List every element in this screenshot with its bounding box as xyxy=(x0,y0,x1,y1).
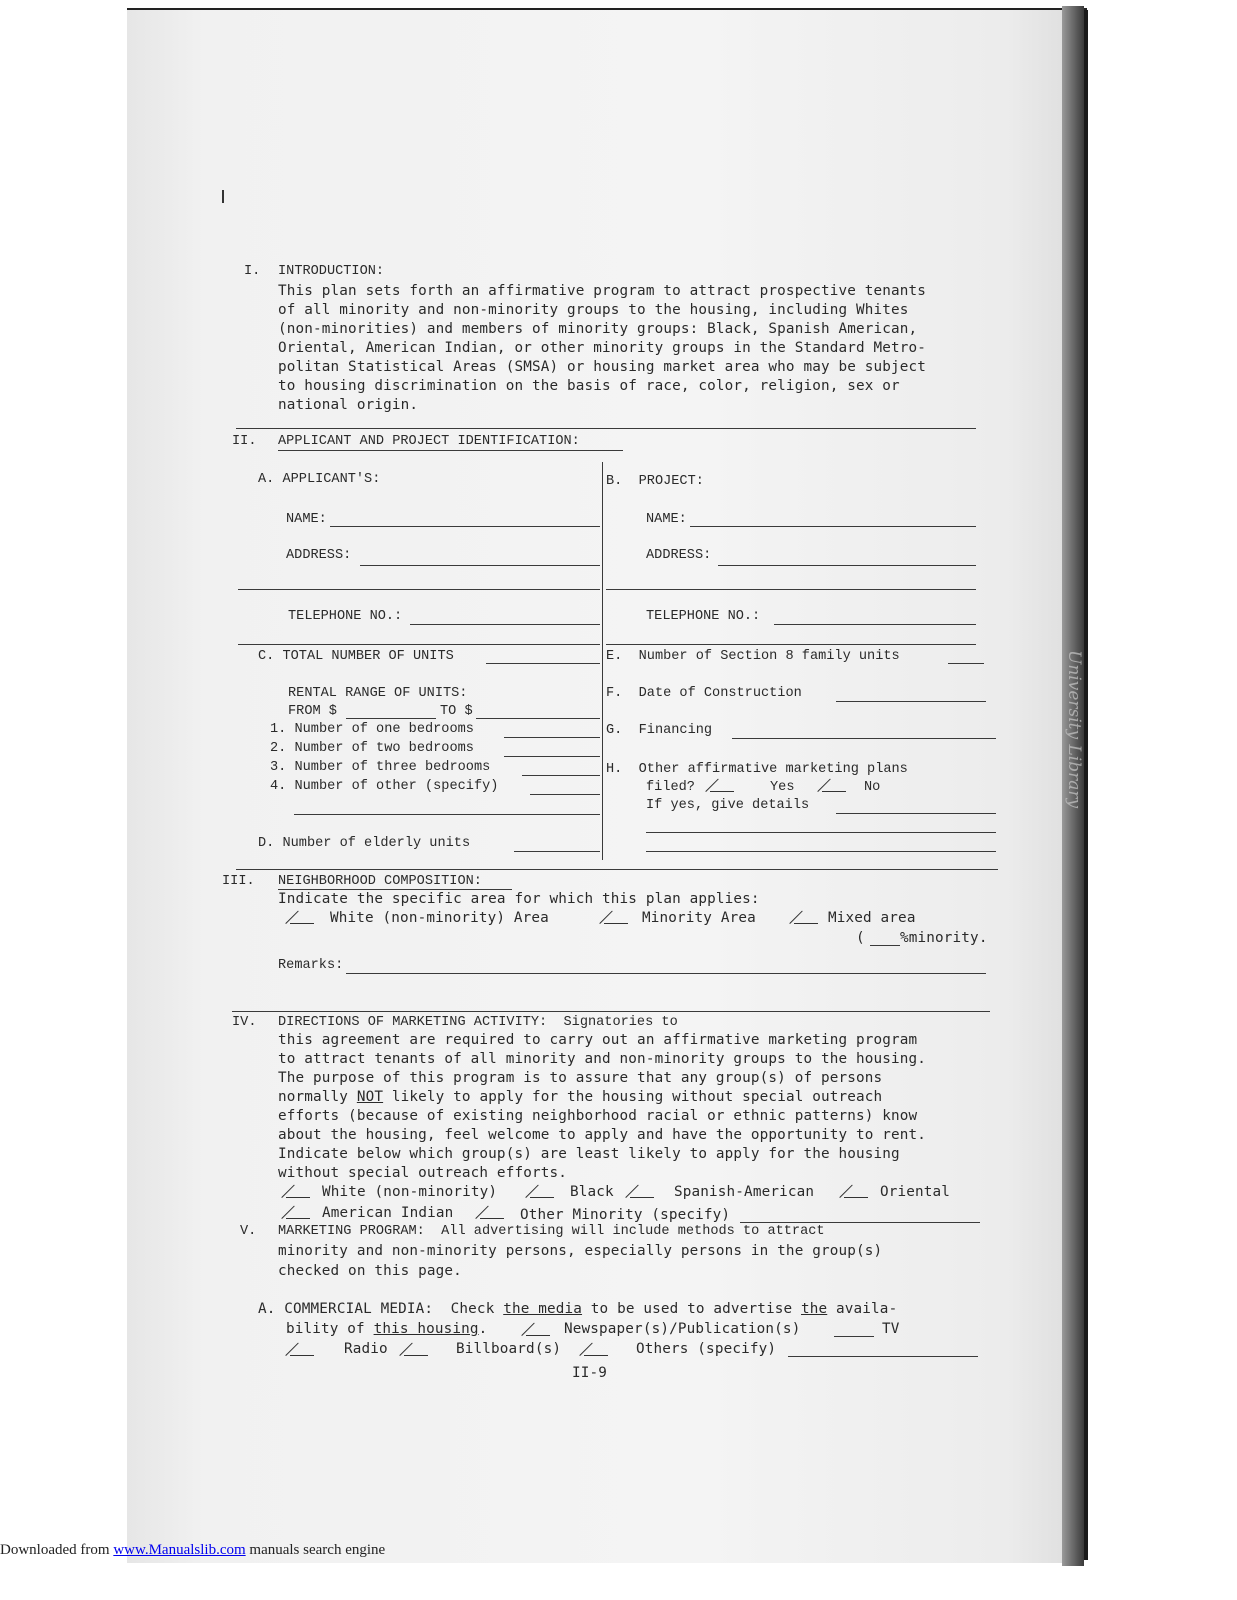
applicant-label: A. APPLICANT'S: xyxy=(258,472,381,487)
directions-text: normally xyxy=(278,1089,357,1105)
remarks-label: Remarks: xyxy=(278,958,344,973)
radio-label: Radio xyxy=(344,1341,388,1357)
group-american-indian-checkbox[interactable] xyxy=(282,1205,310,1219)
percent-minority-label: %minority. xyxy=(900,930,988,946)
group-black-label: Black xyxy=(570,1184,614,1200)
group-black-checkbox[interactable] xyxy=(526,1184,554,1198)
percent-paren: ( xyxy=(856,930,865,946)
media-text: to be used to advertise xyxy=(582,1301,801,1317)
section-5-numeral: V. xyxy=(240,1224,257,1239)
divider xyxy=(232,1011,990,1012)
percent-minority-field[interactable] xyxy=(870,945,900,946)
section-2-heading: APPLICANT AND PROJECT IDENTIFICATION: xyxy=(278,434,580,449)
billboard-checkbox[interactable] xyxy=(400,1342,428,1356)
total-units-field[interactable] xyxy=(486,663,600,664)
media-text-underlined: the media xyxy=(503,1301,583,1317)
total-units-label: C. TOTAL NUMBER OF UNITS xyxy=(258,649,454,664)
group-spanish-label: Spanish-American xyxy=(674,1184,815,1200)
construction-label: F. Date of Construction xyxy=(606,686,802,701)
rent-to-label: TO $ xyxy=(440,704,473,719)
project-address-field[interactable] xyxy=(718,565,976,566)
applicant-telephone-label: TELEPHONE NO.: xyxy=(288,609,403,624)
white-area-label: White (non-minority) Area xyxy=(330,910,549,926)
others-specify-field[interactable] xyxy=(788,1356,978,1357)
other-bedroom-specify-field[interactable] xyxy=(294,814,600,815)
rent-to-field[interactable] xyxy=(476,718,600,719)
intro-line: This plan sets forth an affirmative program to attract prospective tenants xyxy=(278,283,927,299)
page-number: II-9 xyxy=(572,1365,608,1381)
rent-from-label: FROM $ xyxy=(288,704,337,719)
rent-from-field[interactable] xyxy=(346,718,436,719)
project-telephone-field[interactable] xyxy=(774,624,976,625)
applicant-address-line-2[interactable] xyxy=(238,589,600,590)
others-label: Others (specify) xyxy=(636,1341,777,1357)
tv-checkbox[interactable] xyxy=(834,1336,874,1337)
newspaper-label: Newspaper(s)/Publication(s) xyxy=(564,1321,801,1337)
manualslib-link[interactable]: www.Manualslib.com xyxy=(113,1542,246,1558)
applicant-name-label: NAME: xyxy=(286,512,327,527)
commercial-media-line xyxy=(258,1300,897,1320)
construction-field[interactable] xyxy=(836,701,986,702)
emphasis-not: NOT xyxy=(356,1089,384,1105)
section8-label: E. Number of Section 8 family units xyxy=(606,649,900,664)
remarks-field[interactable] xyxy=(346,973,986,974)
billboard-label: Billboard(s) xyxy=(456,1341,562,1357)
details-field-2[interactable] xyxy=(646,832,996,833)
intro-line: (non-minorities) and members of minority groups: Black, Spanish American, xyxy=(278,321,918,337)
one-bedroom-label: 1. Number of one bedrooms xyxy=(270,722,474,737)
section-4-numeral: IV. xyxy=(232,1015,257,1030)
section-4-heading: DIRECTIONS OF MARKETING ACTIVITY: Signatories to xyxy=(278,1015,678,1030)
group-other-label: Other Minority (specify) xyxy=(520,1207,731,1223)
if-yes-label: If yes, give details xyxy=(646,798,810,813)
three-bedroom-field[interactable] xyxy=(522,775,600,776)
section-1-numeral: I. xyxy=(244,264,261,279)
filed-no-checkbox[interactable] xyxy=(818,778,846,792)
directions-line: efforts (because of existing neighborhood racial or ethnic patterns) know xyxy=(278,1108,918,1124)
applicant-address-field[interactable] xyxy=(360,565,600,566)
filed-yes-label: Yes xyxy=(770,780,795,795)
intro-line: politan Statistical Areas (SMSA) or housing market area who may be subject xyxy=(278,359,927,375)
row-divider xyxy=(238,644,600,645)
other-bedroom-label: 4. Number of other (specify) xyxy=(270,779,499,794)
marketing-line: minority and non-minority persons, especially persons in the group(s) xyxy=(278,1243,883,1259)
section8-field[interactable] xyxy=(948,663,984,664)
minority-area-label: Minority Area xyxy=(642,910,756,926)
area-instruction: Indicate the specific area for which this plan applies: xyxy=(278,891,760,907)
section-2-numeral: II. xyxy=(232,434,257,449)
rental-range-label: RENTAL RANGE OF UNITS: xyxy=(288,686,468,701)
directions-line: to attract tenants of all minority and non-minority groups to the housing. xyxy=(278,1051,927,1067)
marketing-line: checked on this page. xyxy=(278,1263,462,1279)
group-american-indian-label: American Indian xyxy=(322,1205,454,1221)
directions-line xyxy=(278,1088,882,1108)
other-plans-label: H. Other affirmative marketing plans xyxy=(606,762,908,777)
media-text: availa- xyxy=(827,1301,898,1317)
commercial-media-line-2 xyxy=(286,1320,487,1340)
media-text: bility of xyxy=(286,1321,374,1337)
media-text-underlined: this housing xyxy=(373,1321,479,1337)
directions-line: without special outreach efforts. xyxy=(278,1165,567,1181)
directions-line: The purpose of this program is to assure that any group(s) of persons xyxy=(278,1070,883,1086)
spine-watermark: University Library xyxy=(1064,650,1084,809)
white-area-checkbox[interactable] xyxy=(286,910,314,924)
financing-field[interactable] xyxy=(732,738,996,739)
directions-line: this agreement are required to carry out an affirmative marketing program xyxy=(278,1032,918,1048)
group-spanish-checkbox[interactable] xyxy=(626,1184,654,1198)
minority-area-checkbox[interactable] xyxy=(600,910,628,924)
download-footer xyxy=(0,1542,385,1559)
intro-line: national origin. xyxy=(278,397,419,413)
footer-prefix: Downloaded from xyxy=(0,1542,114,1558)
group-white-checkbox[interactable] xyxy=(282,1184,310,1198)
details-field[interactable] xyxy=(836,813,996,814)
divider xyxy=(236,869,998,870)
three-bedroom-label: 3. Number of three bedrooms xyxy=(270,760,491,775)
row-divider xyxy=(606,644,976,645)
intro-line: of all minority and non-minority groups to the housing, including Whites xyxy=(278,302,909,318)
project-address-label: ADDRESS: xyxy=(646,548,712,563)
two-bedroom-field[interactable] xyxy=(504,756,600,757)
media-text: A. COMMERCIAL MEDIA: Check xyxy=(258,1301,504,1317)
intro-line: Oriental, American Indian, or other minority groups in the Standard Metro- xyxy=(278,340,927,356)
other-bedroom-field[interactable] xyxy=(530,794,600,795)
media-text: . xyxy=(478,1321,488,1337)
section-3-heading: NEIGHBORHOOD COMPOSITION: xyxy=(278,874,482,889)
project-name-field[interactable] xyxy=(690,526,976,527)
group-white-label: White (non-minority) xyxy=(322,1184,498,1200)
page-edge xyxy=(1084,10,1088,1560)
project-telephone-label: TELEPHONE NO.: xyxy=(646,609,761,624)
filed-yes-checkbox[interactable] xyxy=(706,778,734,792)
group-oriental-checkbox[interactable] xyxy=(840,1184,868,1198)
radio-checkbox[interactable] xyxy=(286,1342,314,1356)
heading-underline xyxy=(278,450,623,451)
project-address-line-2[interactable] xyxy=(606,589,976,590)
details-field-3[interactable] xyxy=(646,851,996,852)
newspaper-checkbox[interactable] xyxy=(522,1322,550,1336)
section-3-numeral: III. xyxy=(222,874,255,889)
directions-line: about the housing, feel welcome to apply and have the opportunity to rent. xyxy=(278,1127,927,1143)
tv-label: TV xyxy=(882,1321,900,1337)
two-bedroom-label: 2. Number of two bedrooms xyxy=(270,741,474,756)
applicant-name-field[interactable] xyxy=(330,526,600,527)
divider xyxy=(236,428,976,429)
group-oriental-label: Oriental xyxy=(880,1184,951,1200)
project-name-label: NAME: xyxy=(646,512,687,527)
section-5-heading: MARKETING PROGRAM: All advertising will include methods to attract xyxy=(278,1224,825,1239)
project-label: B. PROJECT: xyxy=(606,474,704,489)
column-divider xyxy=(602,462,603,860)
filed-no-label: No xyxy=(864,780,881,795)
section-1-heading: INTRODUCTION: xyxy=(278,264,385,279)
footer-suffix: manuals search engine xyxy=(245,1542,386,1558)
page-top-edge xyxy=(127,8,1087,10)
applicant-telephone-field[interactable] xyxy=(410,624,600,625)
elderly-units-label: D. Number of elderly units xyxy=(258,836,471,851)
elderly-units-field[interactable] xyxy=(514,851,600,852)
filed-label: filed? xyxy=(646,780,695,795)
group-other-checkbox[interactable] xyxy=(476,1205,504,1219)
one-bedroom-field[interactable] xyxy=(504,737,600,738)
applicant-address-label: ADDRESS: xyxy=(286,548,352,563)
mixed-area-checkbox[interactable] xyxy=(790,910,818,924)
intro-line: to housing discrimination on the basis of race, color, religion, sex or xyxy=(278,378,900,394)
others-checkbox[interactable] xyxy=(580,1342,608,1356)
financing-label: G. Financing xyxy=(606,723,713,738)
directions-line: Indicate below which group(s) are least likely to apply for the housing xyxy=(278,1146,900,1162)
mixed-area-label: Mixed area xyxy=(828,910,916,926)
margin-mark xyxy=(222,190,224,203)
media-text-underlined: the xyxy=(800,1301,828,1317)
directions-text: likely to apply for the housing without special outreach xyxy=(383,1089,883,1105)
